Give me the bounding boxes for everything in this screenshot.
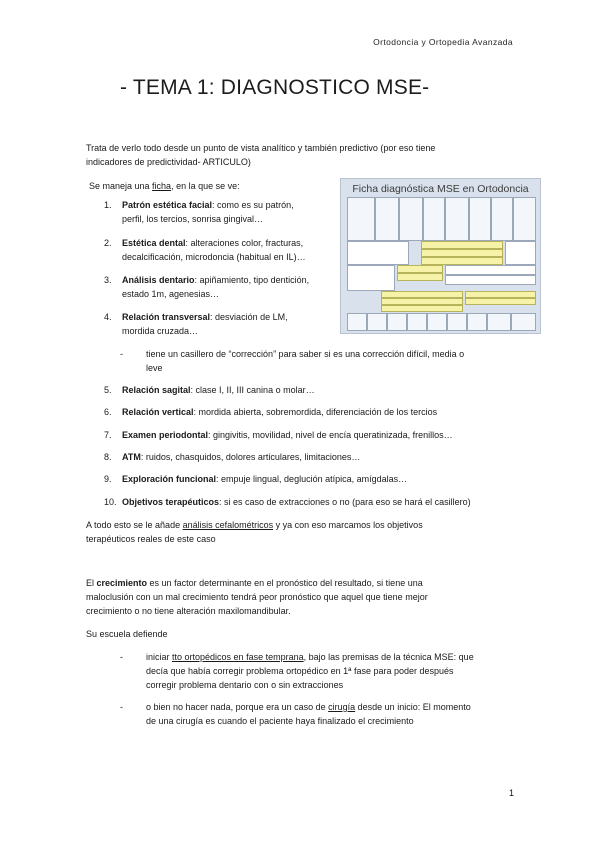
- form-block: [347, 241, 409, 265]
- form-field: [397, 265, 443, 273]
- form-block: [387, 313, 407, 331]
- intro-line-1: Trata de verlo todo desde un punto de vista analítico y también predictivo (por eso tiene: [86, 143, 436, 153]
- list-item: 4. Relación transversal: desviación de LM, mordida cruzada…: [104, 312, 288, 336]
- ficha-intro: [89, 179, 240, 193]
- bullet-item: - o bien no hacer nada, porque era un caso de cirugía desde un inicio: El momento de una cirugía es cuando el paciente haya finalizado el crecimiento: [120, 702, 471, 726]
- page-title: - TEMA 1: DIAGNOSTICO MSE-: [120, 76, 430, 99]
- form-block: [423, 197, 445, 241]
- cefalometric-paragraph: A todo esto se le añade análisis cefalométricos y ya con eso marcamos los objetivos terapéuticos reales de este caso: [86, 520, 423, 544]
- intro-paragraph: [86, 141, 435, 169]
- ficha-intro-pre: Se maneja una: [89, 181, 153, 191]
- form-block: [407, 313, 427, 331]
- form-field: [465, 291, 536, 298]
- ficha-form-title: Ficha diagnóstica MSE en Ortodoncia: [352, 183, 529, 195]
- list-item: 10. Objetivos terapéuticos: si es caso de extracciones o no (para eso se hará el casillero): [104, 497, 471, 507]
- form-block: [445, 275, 536, 285]
- form-block: [347, 265, 395, 291]
- intro-line-2: indicadores de predictividad- ARTICULO): [86, 157, 251, 167]
- form-block: [427, 313, 447, 331]
- ficha-link[interactable]: ficha: [152, 181, 172, 191]
- form-block: [399, 197, 423, 241]
- form-block: [347, 313, 367, 331]
- form-field: [465, 298, 536, 305]
- list-item: 5. Relación sagital: clase I, II, III canina o molar…: [104, 385, 315, 395]
- form-block: [467, 313, 487, 331]
- form-block: [447, 313, 467, 331]
- list-item: 1. Patrón estética facial: como es su patrón, perfil, los tercios, sonrisa gingival…: [104, 200, 294, 224]
- form-block: [367, 313, 387, 331]
- form-block: [505, 241, 536, 265]
- form-block: [445, 197, 469, 241]
- form-block: [511, 313, 536, 331]
- form-field: [421, 249, 503, 257]
- school-line: Su escuela defiende: [86, 629, 168, 639]
- ficha-form-image: [340, 178, 541, 334]
- tto-link[interactable]: tto ortopédicos en fase temprana: [172, 652, 304, 662]
- form-field: [421, 257, 503, 265]
- form-field: [381, 305, 463, 312]
- form-field: [381, 291, 463, 298]
- cirugia-link[interactable]: cirugía: [328, 702, 356, 712]
- list-item: 6. Relación vertical: mordida abierta, sobremordida, diferenciación de los tercios: [104, 407, 438, 417]
- form-block: [445, 265, 536, 275]
- form-field: [397, 273, 443, 281]
- form-block: [347, 197, 375, 241]
- list-item: 3. Análisis dentario: apiñamiento, tipo dentición, estado 1m, agenesias…: [104, 275, 310, 299]
- page-number: 1: [509, 788, 515, 798]
- form-field: [381, 298, 463, 305]
- form-block: [491, 197, 513, 241]
- list-item: 2. Estética dental: alteraciones color, fracturas, decalcificación, microdoncia (habitual en IL)…: [104, 238, 306, 262]
- ficha-intro-post: , en la que se ve:: [171, 181, 240, 191]
- bullet-item: - iniciar tto ortopédicos en fase temprana, bajo las premisas de la técnica MSE: que decía que había corregir problema ortopédico en 1ª fase para poder después corregir problema dentario con o sin extracciones: [120, 652, 474, 690]
- list-item: 9. Exploración funcional: empuje lingual, deglución atípica, amígdalas…: [104, 474, 408, 484]
- form-block: [513, 197, 536, 241]
- list-item: 7. Examen periodontal: gingivitis, movilidad, nivel de encía queratinizada, frenillos…: [104, 430, 453, 440]
- page-header: Ortodoncia y Ortopedia Avanzada: [373, 37, 513, 47]
- sub-bullet: - tiene un casillero de “corrección” para saber si es una corrección difícil, media o leve: [120, 349, 465, 373]
- list-item: 8. ATM: ruidos, chasquidos, dolores articulares, limitaciones…: [104, 452, 361, 462]
- cefalometric-link[interactable]: análisis cefalométricos: [182, 520, 274, 530]
- form-block: [469, 197, 491, 241]
- form-block: [487, 313, 511, 331]
- form-field: [421, 241, 503, 249]
- form-block: [375, 197, 399, 241]
- growth-paragraph: El crecimiento es un factor determinante en el pronóstico del resultado, si tiene una maloclusión con un mal crecimiento tendrá peor pronóstico que aquel que tiene mejor crecimiento o no tiene alteración maxilomandibular.: [86, 578, 428, 616]
